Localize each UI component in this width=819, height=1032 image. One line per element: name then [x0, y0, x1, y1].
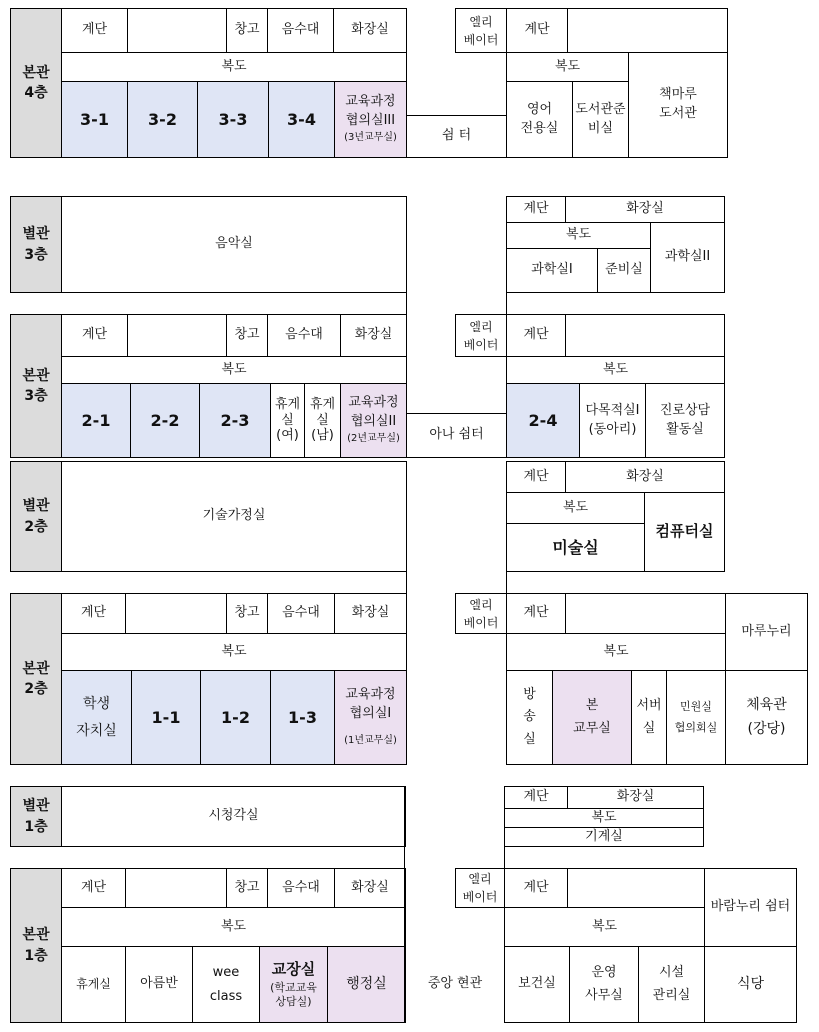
- water-fountain: 음수대: [267, 314, 341, 357]
- curriculum-room-2-sub: (2년교무실): [347, 433, 400, 445]
- curriculum-room-3-label: 교육과정 협의실III: [345, 94, 396, 129]
- stairs: 계단: [504, 868, 568, 908]
- english-room: 영어 전용실: [506, 81, 573, 158]
- classroom-3-4: 3-4: [268, 81, 335, 158]
- science-room-1: 과학실I: [506, 248, 598, 293]
- empty-room: [567, 8, 728, 53]
- principal-office: [259, 946, 328, 1023]
- empty-room: [565, 593, 726, 634]
- stairs: 계단: [506, 8, 568, 53]
- curriculum-room-3-sub: (3년교무실): [344, 132, 397, 144]
- career-counseling-room: 진로상담 활동실: [645, 383, 725, 458]
- elevator: 엘리 베이터: [455, 8, 507, 53]
- main-teachers-office: 본 교무실: [552, 670, 632, 765]
- ana-rest-area: 아나 쉼터: [406, 413, 507, 458]
- toilet: 화장실: [334, 868, 406, 908]
- empty-room: [127, 314, 227, 357]
- administration-office: 행정실: [327, 946, 406, 1023]
- hallway: 복도: [506, 492, 645, 524]
- empty-room: [127, 8, 227, 53]
- curriculum-room-2-label: 교육과정 협의실II: [348, 395, 399, 430]
- empty-room: [565, 314, 725, 357]
- floor-label-main-4: 본관 4층: [10, 8, 62, 158]
- audio-visual-room: 시청각실: [61, 786, 406, 847]
- tech-home-room: 기술가정실: [61, 461, 407, 572]
- music-room: 음악실: [61, 196, 407, 293]
- curriculum-room-1-sub: (1년교무실): [344, 735, 397, 747]
- lounge: 휴게실: [61, 946, 126, 1023]
- elevator: 엘리 베이터: [455, 868, 505, 908]
- health-room: 보건실: [504, 946, 570, 1023]
- classroom-3-1: 3-1: [61, 81, 128, 158]
- hallway: 복도: [504, 808, 704, 828]
- water-fountain: 음수대: [267, 593, 335, 634]
- toilet: 화장실: [567, 786, 704, 809]
- floor-label-annex-3: 별관 3층: [10, 196, 62, 293]
- storage: 창고: [226, 8, 268, 53]
- student-council-room: 학생 자치실: [61, 670, 132, 765]
- library: 책마루 도서관: [628, 52, 728, 158]
- areumban: 아름반: [125, 946, 193, 1023]
- hallway: 복도: [504, 907, 705, 947]
- stairs: 계단: [506, 593, 566, 634]
- empty-room: [125, 593, 227, 634]
- curriculum-room-1: [334, 670, 407, 765]
- lounge-female: 휴게 실 (여): [270, 383, 305, 458]
- prep-room: 준비실: [597, 248, 651, 293]
- rest-area: 쉼 터: [406, 115, 507, 158]
- classroom-3-2: 3-2: [127, 81, 198, 158]
- hallway: 복도: [506, 633, 726, 671]
- classroom-1-3: 1-3: [270, 670, 335, 765]
- classroom-1-2: 1-2: [200, 670, 271, 765]
- cafeteria: 식당: [704, 946, 797, 1023]
- facility-management-room: 시설 관리실: [638, 946, 705, 1023]
- science-room-2: 과학실II: [650, 222, 725, 293]
- gymnasium: 체육관 (강당): [725, 670, 808, 765]
- marunuri: 마루누리: [725, 593, 808, 671]
- toilet: 화장실: [333, 8, 407, 53]
- classroom-1-1: 1-1: [131, 670, 201, 765]
- floor-label-main-3: 본관 3층: [10, 314, 62, 458]
- storage: 창고: [226, 868, 268, 908]
- stairs: 계단: [506, 461, 566, 493]
- lounge-male: 휴게 실 (남): [304, 383, 341, 458]
- corridor-line: [406, 461, 407, 765]
- curriculum-room-2: [340, 383, 407, 458]
- hallway: 복도: [506, 356, 725, 384]
- classroom-2-1: 2-1: [61, 383, 131, 458]
- classroom-3-3: 3-3: [197, 81, 269, 158]
- machine-room: 기계실: [504, 827, 704, 847]
- corridor-line: [406, 8, 407, 115]
- elevator: 엘리 베이터: [455, 593, 507, 634]
- computer-room: 컴퓨터실: [644, 492, 725, 572]
- toilet: 화장실: [340, 314, 407, 357]
- water-fountain: 음수대: [267, 8, 334, 53]
- elevator: 엘리 베이터: [455, 314, 507, 357]
- curriculum-room-3: [334, 81, 407, 158]
- broadcast-room: 방 송 실: [506, 670, 553, 765]
- multipurpose-room: 다목적실I (동아리): [579, 383, 646, 458]
- corridor-line: [504, 786, 505, 868]
- floor-label-annex-2: 별관 2층: [10, 461, 62, 572]
- library-prep-room: 도서관준 비실: [572, 81, 629, 158]
- toilet: 화장실: [565, 461, 725, 493]
- server-room: 서버 실: [631, 670, 667, 765]
- storage: 창고: [226, 314, 268, 357]
- art-room: 미술실: [506, 523, 645, 572]
- classroom-2-2: 2-2: [130, 383, 200, 458]
- wee-class: wee class: [192, 946, 260, 1023]
- operations-office: 운영 사무실: [569, 946, 639, 1023]
- toilet: 화장실: [565, 196, 725, 223]
- stairs: 계단: [506, 314, 566, 357]
- hallway: 복도: [61, 356, 407, 384]
- empty-room: [567, 868, 705, 908]
- stairs: 계단: [61, 8, 128, 53]
- corridor-line: [506, 461, 507, 593]
- hallway: 복도: [506, 222, 651, 249]
- empty-room: [125, 868, 227, 908]
- civil-service-room: 민원실 협의회실: [666, 670, 726, 765]
- hallway: 복도: [61, 907, 406, 947]
- water-fountain: 음수대: [267, 868, 335, 908]
- floor-label-annex-1: 별관 1층: [10, 786, 62, 847]
- floor-label-main-2: 본관 2층: [10, 593, 62, 765]
- hallway: 복도: [61, 52, 407, 82]
- corridor-line: [406, 196, 407, 413]
- corridor-line: [404, 786, 405, 1023]
- hallway: 복도: [61, 633, 407, 671]
- corridor-line: [506, 196, 507, 314]
- principal-office-label: 교장실: [271, 960, 316, 979]
- classroom-2-4: 2-4: [506, 383, 580, 458]
- stairs: 계단: [61, 593, 126, 634]
- curriculum-room-1-label: 교육과정 협의실I: [345, 687, 396, 722]
- baramnuri-rest-area: 바람누리 쉼터: [704, 868, 797, 947]
- stairs: 계단: [504, 786, 568, 809]
- stairs: 계단: [61, 314, 128, 357]
- classroom-2-3: 2-3: [199, 383, 271, 458]
- principal-office-sub: (학교교육 상담실): [270, 981, 317, 1009]
- floor-label-main-1: 본관 1층: [10, 868, 62, 1023]
- storage: 창고: [226, 593, 268, 634]
- toilet: 화장실: [334, 593, 407, 634]
- stairs: 계단: [61, 868, 126, 908]
- hallway: 복도: [506, 52, 629, 82]
- stairs: 계단: [506, 196, 566, 223]
- central-entrance: 중앙 현관: [427, 976, 483, 992]
